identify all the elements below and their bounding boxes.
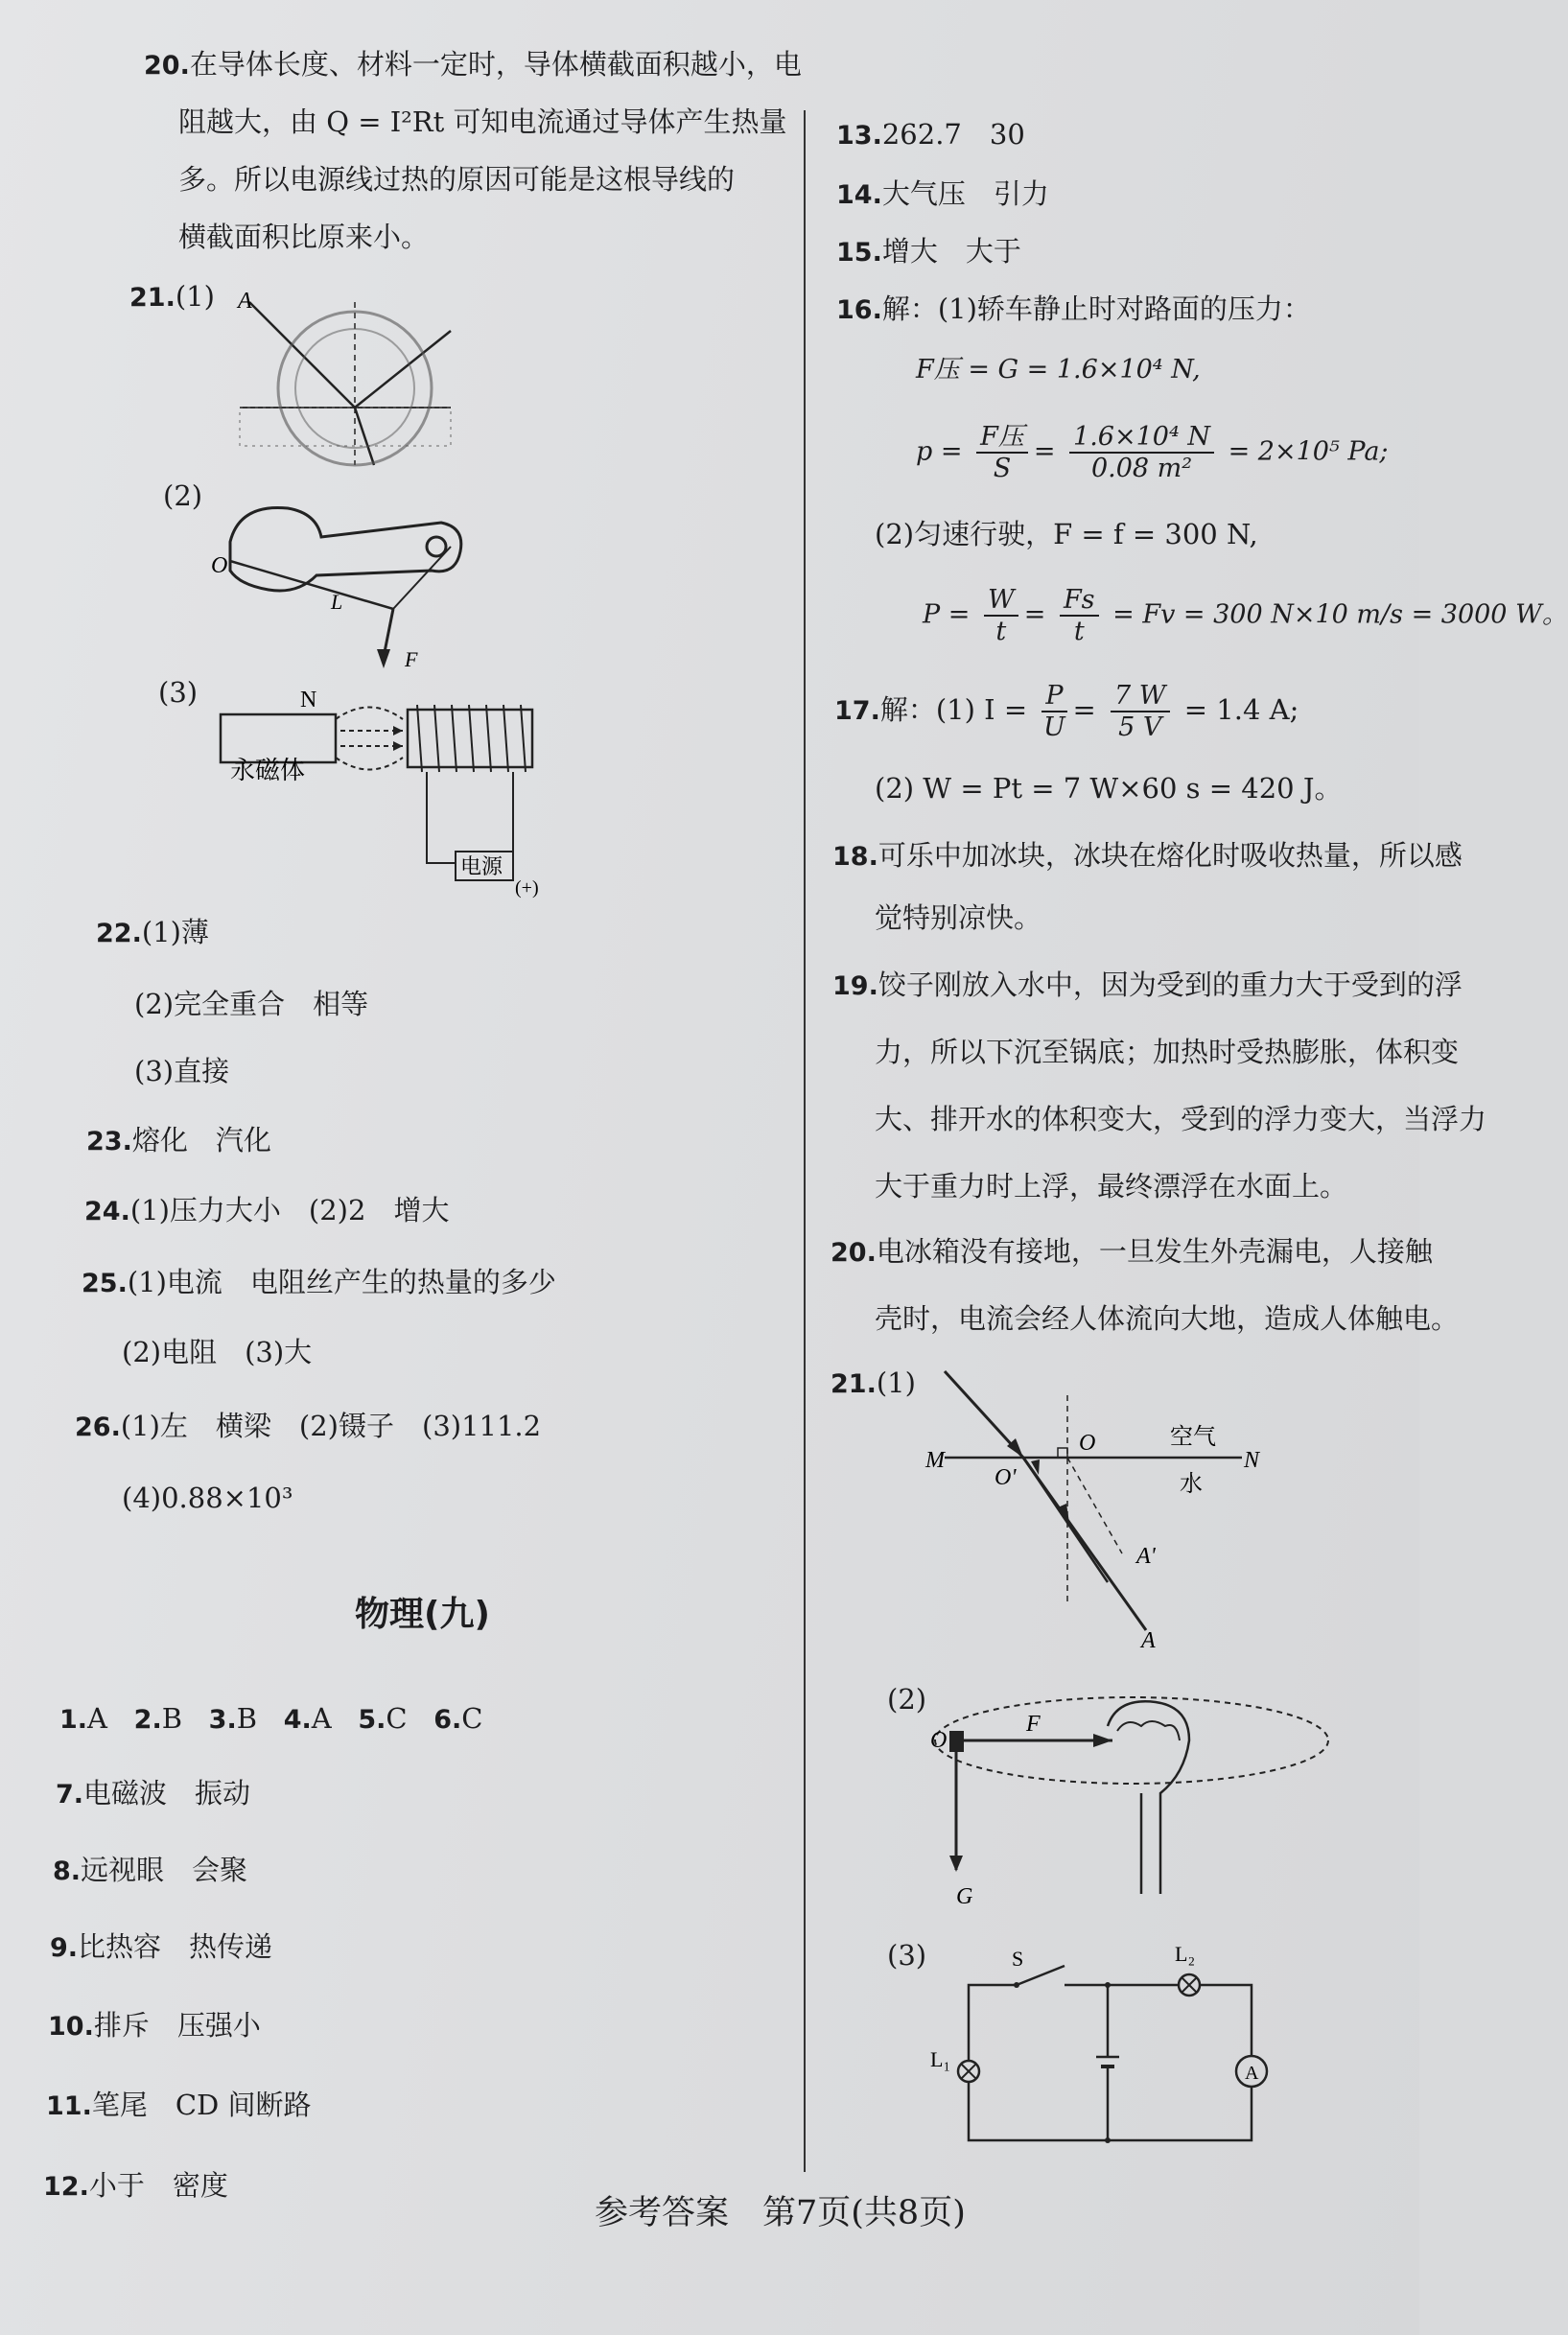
- q21-label: 21.(1): [129, 280, 215, 313]
- label-l2: L₂: [1175, 1942, 1196, 1966]
- q20-line3: 多。所以电源线过热的原因可能是这根导线的: [178, 163, 736, 196]
- q26-line2: (4)0.88×10³: [122, 1482, 293, 1514]
- label-l1: L₁: [930, 2047, 951, 2071]
- q25-line1: 25.(1)电流 电阻丝产生的热量的多少: [82, 1266, 556, 1298]
- q26-line1: 26.(1)左 横梁 (2)镊子 (3)111.2: [75, 1410, 542, 1442]
- label-f: F: [405, 647, 418, 671]
- refraction-diagram-left: [221, 283, 470, 475]
- label-l: L: [331, 590, 343, 614]
- label-a: A: [238, 289, 252, 314]
- q15: 15.增大 大于: [836, 235, 1021, 268]
- q19-line4: 大于重力时上浮，最终漂浮在水面上。: [875, 1170, 1348, 1203]
- q16-power: P = $\frac{W}{t}$ = $\frac{Fs}{t}$ = Fv = 300 N×10 m/s = 3000 W。: [923, 585, 1568, 647]
- q25-line2: (2)电阻 (3)大: [122, 1336, 313, 1368]
- q22-line1: 22.(1)薄: [96, 916, 209, 948]
- q24: 24.(1)压力大小 (2)2 增大: [84, 1194, 450, 1226]
- circular-motion-diagram: [925, 1688, 1338, 1908]
- label-s: S: [1012, 1947, 1024, 1971]
- label-air: 空气: [1170, 1423, 1216, 1450]
- label-f-hand: F: [1026, 1712, 1041, 1737]
- q22-line3: (3)直接: [134, 1055, 230, 1087]
- label-g: G: [956, 1884, 973, 1909]
- label-o: O: [211, 553, 228, 578]
- q21r-part2: (2): [887, 1683, 927, 1716]
- q23: 23.熔化 汽化: [86, 1124, 271, 1156]
- q19-line2: 力，所以下沉至锅底；加热时受热膨胀，体积变: [875, 1036, 1460, 1068]
- label-m: M: [925, 1448, 945, 1473]
- ammeter-label: A: [1245, 2063, 1259, 2084]
- wrench-diagram: [201, 484, 460, 676]
- q20-line1: 20.在导体长度、材料一定时，导体横截面积越小，电: [144, 48, 802, 81]
- refraction-diagram-right: [916, 1362, 1271, 1653]
- q20r-line1: 20.电冰箱没有接地，一旦发生外壳漏电，人接触: [831, 1235, 1433, 1268]
- q19-line3: 大、排开水的体积变大，受到的浮力变大，当浮力: [875, 1103, 1487, 1135]
- q21r-part3: (3): [887, 1939, 927, 1972]
- label-n2: N: [1244, 1448, 1260, 1473]
- column-divider: [804, 110, 806, 2172]
- label-n: N: [300, 688, 317, 712]
- q19-line1: 19.饺子刚放入水中，因为受到的重力大于受到的浮: [832, 969, 1463, 1001]
- label-o-right: O: [1079, 1431, 1096, 1456]
- q8: 8.远视眼 会聚: [53, 1854, 248, 1886]
- q20-line2: 阻越大，由 Q = I²Rt 可知电流通过导体产生热量: [178, 105, 787, 138]
- q12: 12.小于 密度: [43, 2169, 228, 2202]
- q18-line2: 觉特别凉快。: [875, 901, 1042, 934]
- label-a-prime: A': [1136, 1544, 1156, 1569]
- page-footer: 参考答案 第7页(共8页): [595, 2194, 966, 2232]
- plus-label: (+): [515, 877, 539, 899]
- label-o-hand: O: [930, 1728, 948, 1753]
- solenoid-diagram: [216, 690, 571, 901]
- circuit-diagram: [921, 1927, 1285, 2153]
- power-label: 电源: [460, 855, 503, 879]
- section-title: 物理(九): [355, 1595, 490, 1634]
- q9: 9.比热容 热传递: [50, 1930, 273, 1963]
- q16-intro: 16.解：(1)轿车静止时对路面的压力：: [836, 292, 1311, 325]
- q17-part2: (2) W = Pt = 7 W×60 s = 420 J。: [875, 772, 1343, 805]
- label-water: 水: [1180, 1470, 1203, 1497]
- q14: 14.大气压 引力: [836, 177, 1049, 210]
- q17-part1: 17.解：(1) I = $\frac{P}{U}$ = $\frac{7 W}{5 V}$ = 1.4 A;: [834, 681, 1299, 743]
- q11: 11.笔尾 CD 间断路: [46, 2089, 312, 2121]
- label-o-prime: O': [995, 1465, 1017, 1490]
- q21r-label: 21.(1): [831, 1366, 916, 1399]
- q13: 13.262.7 30: [836, 118, 1025, 151]
- q20-line4: 横截面积比原来小。: [178, 221, 430, 253]
- q16-pressure: p = $\frac{\text{F压}}{S}$ = $\frac{\text{1.6×10⁴ N}}{\text{0.08 m²}}$ = 2×10⁵ Pa;: [916, 422, 1389, 484]
- q21-part2: (2): [163, 479, 203, 512]
- q16-part2: (2)匀速行驶，F = f = 300 N,: [875, 518, 1258, 550]
- q16-force: F压 = G = 1.6×10⁴ N,: [916, 355, 1201, 385]
- q18-line1: 18.可乐中加冰块，冰块在熔化时吸收热量，所以感: [832, 839, 1463, 872]
- q21-part3: (3): [158, 676, 199, 709]
- q7: 7.电磁波 振动: [56, 1777, 251, 1810]
- magnet-label: 永磁体: [230, 757, 306, 785]
- q1-6-row: 1.A 2.B 3.B 4.A 5.C 6.C: [59, 1702, 483, 1735]
- q22-line2: (2)完全重合 相等: [134, 988, 369, 1020]
- q20r-line2: 壳时，电流会经人体流向大地，造成人体触电。: [875, 1302, 1460, 1335]
- label-a-right: A: [1141, 1628, 1156, 1653]
- q10: 10.排斥 压强小: [48, 2009, 261, 2042]
